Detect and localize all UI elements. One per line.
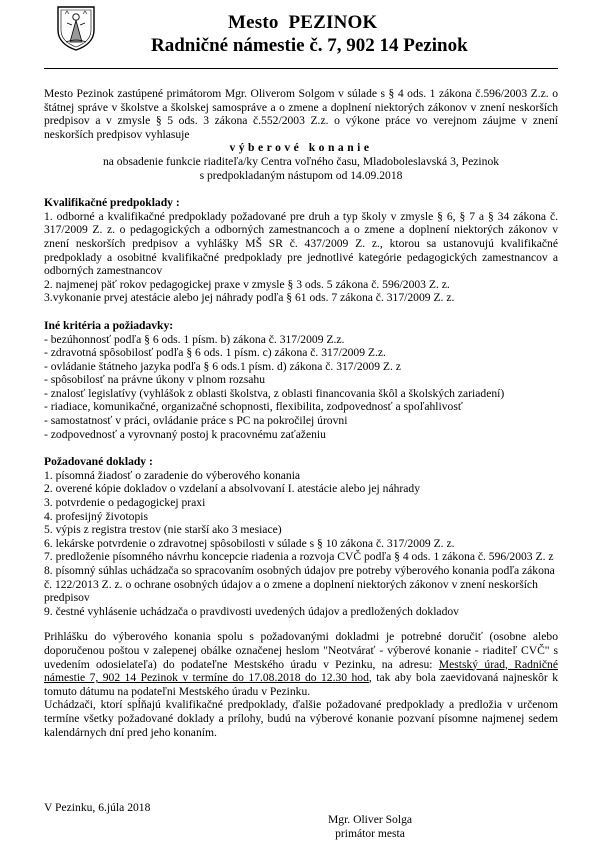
qualification-item: 1. odborné a kvalifikačné predpoklady požadované pre druh a typ školy v zmysle § 6, § 7 a § 34 zákona č. 317/2009 Z. z. o pedagogických a odborných zamestnancoch a o zmene a doplnení niektorých zákonov v znení neskorších predpisov a vyhlášky MŠ SR č. 437/2009 Z. z., ktorou sa ustanovujú kvalifikačné predpoklady a osobitné kvalifikačné predpoklady pre jednotlivé kategórie pedagogických zamestnancov a odborných zamestnancov	[44, 209, 558, 278]
signature-block	[322, 813, 418, 841]
document-item: 3. potvrdenie o pedagogickej praxi	[44, 496, 206, 510]
criteria-item: - zdravotná spôsobilosť podľa § 6 ods. 1 písm. c) zákona č. 317/2009 Z.z.	[44, 346, 386, 360]
document-item: 6. lekárske potvrdenie o zdravotnej spôsobilosti v súlade s § 10 zákona č. 317/2009 Z. z.	[44, 536, 455, 550]
qualifications-heading: Kvalifikačné predpoklady :	[44, 196, 180, 210]
submission-deadline: Mestský úrad, Radničné námestie 7, 902 14 Pezinok v termíne do 17.08.2018 do 12.30 hod	[44, 657, 558, 685]
document-item: 1. písomná žiadosť o zaradenie do výberového konania	[44, 468, 301, 482]
place-and-date: V Pezinku, 6.júla 2018	[44, 801, 151, 814]
criteria-item: - bezúhonnosť podľa § 6 ods. 1 písm. b) zákona č. 317/2009 Z.z.	[44, 332, 345, 346]
announcement-start-date: s predpokladaným nástupom od 14.09.2018	[199, 168, 403, 182]
criteria-item: - samostatnosť v práci, ovládanie práce s PC na pokročilej úrovni	[44, 414, 348, 428]
signatory-name: Mgr. Oliver Solga	[327, 813, 413, 826]
document-item: 9. čestné vyhlásenie uchádzača o pravdivosti uvedených údajov a predložených dokladov	[44, 604, 459, 618]
criteria-item: - znalosť legislatívy (vyhlášok z oblasti školstva, z oblasti financovania škôl a školských zariadení)	[44, 386, 505, 400]
document-body	[44, 87, 558, 739]
criteria-item: - ovládanie štátneho jazyka podľa § 6 ods.1 písm. d) zákona č. 317/2009 Z. z	[44, 359, 401, 373]
announcement-position: na obsadenie funkcie riaditeľa/ky Centra voľného času, Mladoboleslavská 3, Pezinok	[102, 154, 500, 168]
document-item: 2. overené kópie dokladov o vzdelaní a absolvovaní I. atestácie alebo jej náhrady	[44, 482, 421, 496]
city-address-heading: Radničné námestie č. 7, 902 14 Pezinok	[151, 35, 468, 56]
document-item: 7. predloženie písomného návrhu koncepcie riadenia a rozvoja CVČ podľa § 4 ods. 1 zákona č. 596/2003 Z. z	[44, 550, 554, 564]
submission-text: Prihlášku do výberového konania spolu s požadovanými dokladmi je potrebné doručiť (osobne alebo doporučenou poštou v zalepenej obálke označenej heslom "Neotvárať - výberové konanie - riaditeľ CVČ" s uvedením odosielateľa) do podateľne Mestského úradu v Pezinku, na adresu:	[44, 630, 558, 671]
closing-paragraph: Uchádzači, ktorí spĺňajú kvalifikačné predpoklady, ďalšie požadované predpoklady a predložia v určenom termíne všetky požadované doklady a prílohy, budú na výberové konanie pozvaní písomne najmenej sedem kalendárnych dní pred jeho konaním.	[44, 698, 558, 739]
submission-paragraph	[44, 630, 558, 698]
document-item: 4. profesijný životopis	[44, 509, 149, 523]
criteria-item: - riadiace, komunikačné, organizačné schopnosti, flexibilita, zodpovednosť a spoľahlivosť	[44, 400, 463, 414]
header-divider	[44, 68, 558, 69]
qualification-item: 3.vykonanie prvej atestácie alebo jej náhrady podľa § 61 ods. 7 zákona č. 317/2009 Z. z.	[44, 291, 455, 305]
document-item: 8. písomný súhlas uchádzača so spracovaním osobných údajov pre potreby výberového konania podľa zákona č. 122/2013 Z. z. o ochrane osobných údajov a o zmene a doplnení niektorých zákonov v znení neskorších predpisov	[44, 564, 555, 605]
document-item: 5. výpis z registra trestov (nie starší ako 3 mesiace)	[44, 523, 282, 537]
documents-heading: Požadované doklady :	[44, 455, 153, 469]
city-coat-of-arms-icon	[55, 4, 97, 52]
announcement-title: výberové konanie	[229, 141, 373, 155]
city-name-heading: Mesto PEZINOK	[228, 12, 378, 33]
criteria-item: - spôsobilosť na právne úkony v plnom rozsahu	[44, 373, 266, 387]
qualification-item: 2. najmenej päť rokov pedagogickej praxe v zmysle § 3 ods. 5 zákona č. 596/2003 Z. z.	[44, 277, 450, 291]
submission-text-end: , tak aby bola zaevidovaná najneskôr k tomuto dátumu na podateľni Mestského úradu v Pezinku.	[44, 671, 558, 698]
signatory-title: primátor mesta	[335, 827, 405, 840]
intro-paragraph: Mesto Pezinok zastúpené primátorom Mgr. Oliverom Solgom v súlade s § 4 ods. 1 zákona č.596/2003 Z.z. o štátnej správe v školstve a školskej samospráve a o zmene a doplnení niektorých zákonov v znení neskorších predpisov a v zmysle § 5 ods. 3 zákona č.552/2003 Z.z. o výkone práce vo verejnom záujme v znení neskorších predpisov vyhlasuje	[44, 87, 558, 141]
criteria-heading: Iné kritéria a požiadavky:	[44, 318, 174, 332]
criteria-item: - zodpovednosť a vyrovnaný postoj k pracovnému zaťaženiu	[44, 427, 326, 441]
